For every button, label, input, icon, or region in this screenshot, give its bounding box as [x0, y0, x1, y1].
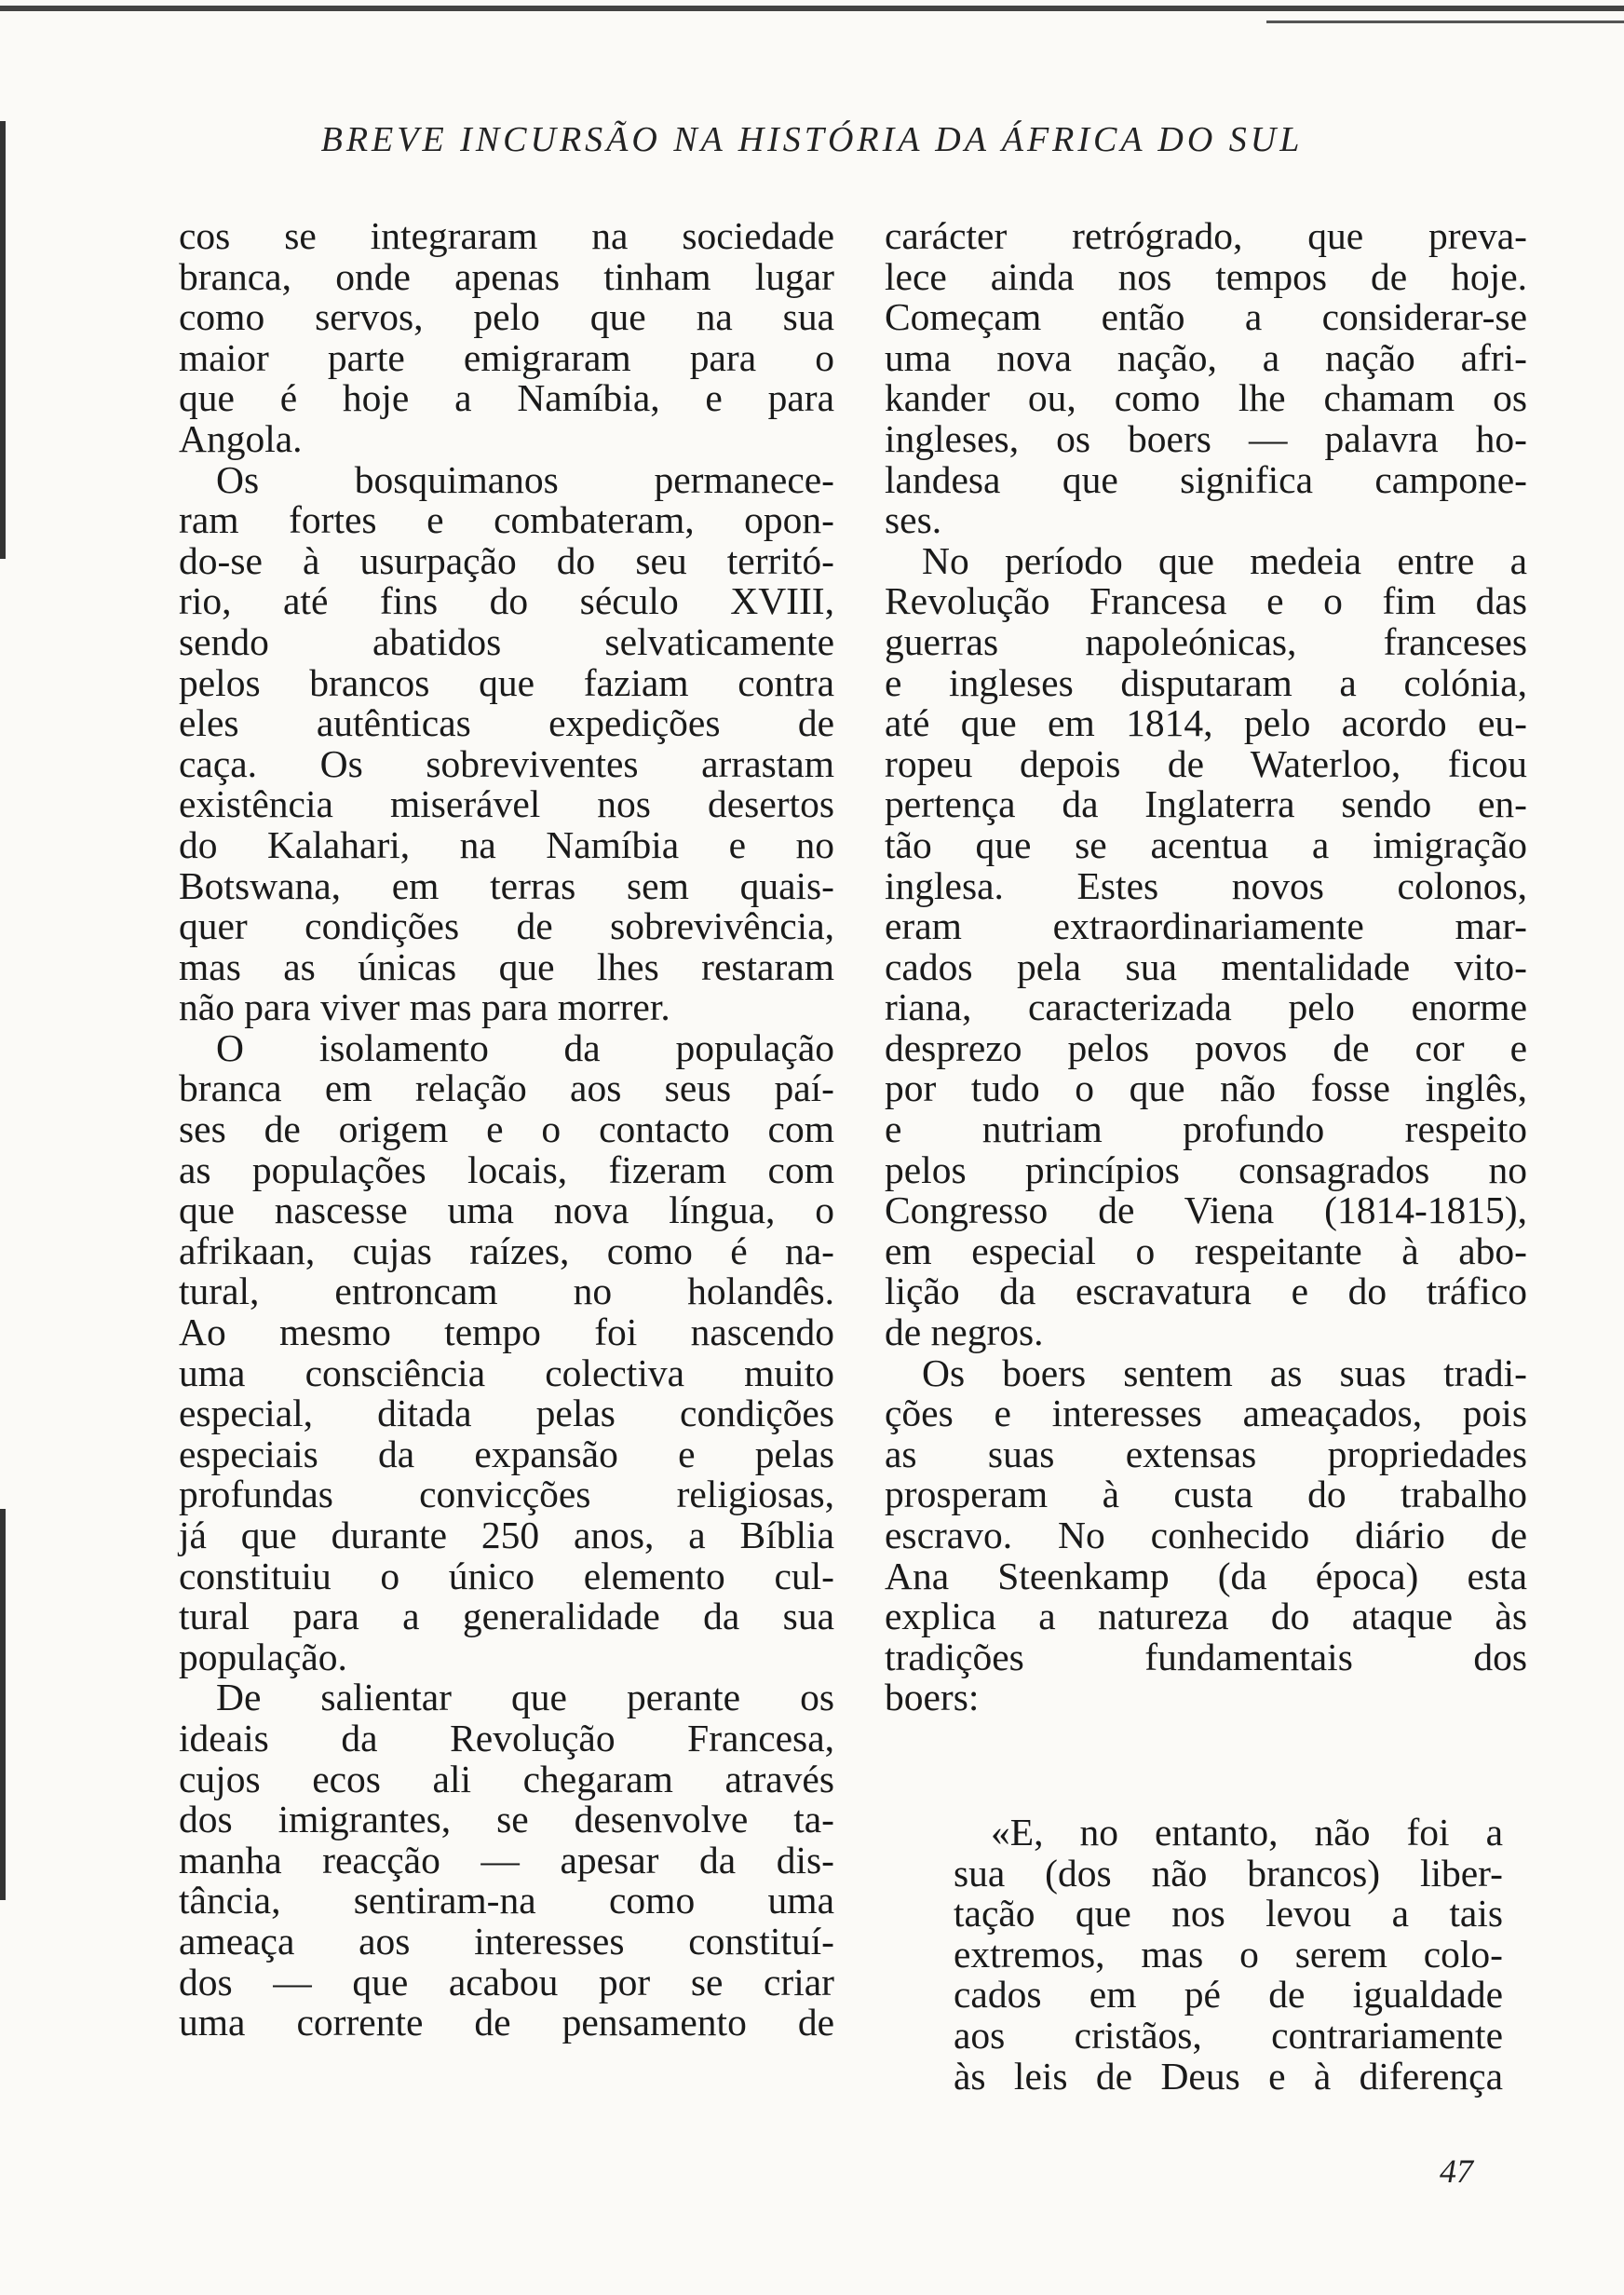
text-line: e ingleses disputaram a colónia,: [885, 660, 1527, 704]
text-line: boers:: [885, 1676, 980, 1719]
text-line: rio, até fins do século XVIII,: [179, 579, 834, 623]
left-margin-shadow: [0, 1509, 6, 1900]
text-line: Botswana, em terras sem quais-: [179, 863, 834, 907]
text-line: Angola.: [179, 416, 303, 460]
text-line: pelos princípios consagrados no: [885, 1148, 1527, 1191]
text-line: O isolamento da população: [216, 1025, 834, 1069]
text-line: ses.: [885, 498, 942, 542]
text-line: eles autênticas expedições de: [179, 701, 834, 745]
text-line: sua (dos não brancos) liber-: [954, 1851, 1503, 1894]
text-line: ameaça aos interesses constituí-: [179, 1919, 834, 1962]
text-line: como servos, pelo que na sua: [179, 295, 834, 339]
text-line: branca em relação aos seus paí-: [179, 1066, 834, 1110]
text-line: cos se integraram na sociedade: [179, 214, 834, 257]
text-line: mas as únicas que lhes restaram: [179, 944, 834, 988]
text-line: que é hoje a Namíbia, e para: [179, 376, 834, 420]
text-line: uma consciência colectiva muito: [179, 1351, 834, 1394]
text-line: extremos, mas o serem colo-: [954, 1932, 1503, 1976]
text-line: ções e interesses ameaçados, pois: [885, 1392, 1527, 1435]
text-line: escravo. No conhecido diário de: [885, 1514, 1527, 1556]
text-line: De salientar que perante os: [216, 1676, 834, 1719]
text-line: explica a natureza do ataque às: [885, 1595, 1527, 1638]
text-line: maior parte emigraram para o: [179, 335, 834, 379]
text-line: «E, no entanto, não foi a: [991, 1811, 1503, 1854]
text-line: cados pela sua mentalidade vito-: [885, 944, 1527, 988]
text-line: constituiu o único elemento cul-: [179, 1554, 834, 1597]
text-line: tão que se acentua a imigração: [885, 822, 1527, 866]
text-line: tação que nos levou a tais: [954, 1892, 1503, 1935]
text-line: Os boers sentem as suas tradi-: [922, 1351, 1527, 1394]
block-quote: [954, 1813, 1503, 2097]
text-line: por tudo o que não fosse inglês,: [885, 1066, 1527, 1110]
text-line: especial, ditada pelas condições: [179, 1392, 834, 1435]
text-line: prosperam à custa do trabalho: [885, 1473, 1527, 1516]
text-line: kander ou, como lhe chamam os: [885, 376, 1527, 420]
text-line: manha reacção — apesar da dis-: [179, 1838, 834, 1881]
text-line: do Kalahari, na Namíbia e no: [179, 822, 834, 866]
text-line: tural, entroncam no holandês.: [179, 1270, 834, 1313]
text-line: No período que medeia entre a: [922, 538, 1527, 582]
text-line: tural para a generalidade da sua: [179, 1595, 834, 1638]
text-line: tância, sentiram-na como uma: [179, 1879, 834, 1922]
text-line: em especial o respeitante à abo-: [885, 1229, 1527, 1272]
text-line: carácter retrógrado, que preva-: [885, 214, 1527, 257]
text-line: dos imigrantes, se desenvolve ta-: [179, 1798, 834, 1841]
text-line: guerras napoleónicas, franceses: [885, 619, 1527, 663]
text-line: especiais da expansão e pelas: [179, 1432, 834, 1475]
text-line: inglesa. Estes novos colonos,: [885, 863, 1527, 907]
text-line: lece ainda nos tempos de hoje.: [885, 254, 1527, 298]
text-line: pertença da Inglaterra sendo en-: [885, 782, 1527, 826]
text-line: ses de origem e o contacto com: [179, 1107, 834, 1151]
text-line: ropeu depois de Waterloo, ficou: [885, 741, 1527, 785]
text-line: às leis de Deus e à diferença: [954, 2054, 1503, 2098]
text-line: desprezo pelos povos de cor e: [885, 1025, 1527, 1069]
left-text-column: [179, 216, 834, 2044]
text-line: cados em pé de igualdade: [954, 1973, 1503, 2017]
text-line: e nutriam profundo respeito: [885, 1107, 1527, 1151]
text-line: lição da escravatura e do tráfico: [885, 1270, 1527, 1313]
text-line: branca, onde apenas tinham lugar: [179, 254, 834, 298]
text-line: até que em 1814, pelo acordo eu-: [885, 701, 1527, 745]
text-line: Ana Steenkamp (da época) esta: [885, 1554, 1527, 1597]
right-text-column: [885, 216, 1527, 1718]
text-line: as populações locais, fizeram com: [179, 1148, 834, 1191]
left-margin-shadow: [0, 121, 6, 559]
text-line: landesa que significa campone-: [885, 457, 1527, 501]
text-line: Os bosquimanos permanece-: [216, 457, 834, 501]
text-line: profundas convicções religiosas,: [179, 1473, 834, 1516]
text-line: já que durante 250 anos, a Bíblia: [179, 1514, 834, 1556]
text-line: Começam então a considerar-se: [885, 295, 1527, 339]
text-line: ideais da Revolução Francesa,: [179, 1716, 834, 1759]
text-line: eram extraordinariamente mar-: [885, 904, 1527, 948]
text-line: uma corrente de pensamento de: [179, 2001, 834, 2044]
top-border-thin-rule: [1266, 20, 1624, 23]
text-line: caça. Os sobreviventes arrastam: [179, 741, 834, 785]
text-line: tradições fundamentais dos: [885, 1635, 1527, 1678]
text-line: de negros.: [885, 1310, 1044, 1354]
running-head: BREVE INCURSÃO NA HISTÓRIA DA ÁFRICA DO SUL: [320, 120, 1304, 159]
text-line: ram fortes e combateram, opon-: [179, 498, 834, 542]
text-line: população.: [179, 1635, 347, 1678]
text-line: do-se à usurpação do seu territó-: [179, 538, 834, 582]
text-line: afrikaan, cujas raízes, como é na-: [179, 1229, 834, 1272]
text-line: as suas extensas propriedades: [885, 1432, 1527, 1475]
text-line: Congresso de Viena (1814-1815),: [885, 1188, 1527, 1232]
text-line: quer condições de sobrevivência,: [179, 904, 834, 948]
text-line: pelos brancos que faziam contra: [179, 660, 834, 704]
text-line: aos cristãos, contrariamente: [954, 2013, 1503, 2057]
text-line: que nascesse uma nova língua, o: [179, 1188, 834, 1232]
text-line: uma nova nação, a nação afri-: [885, 335, 1527, 379]
text-line: cujos ecos ali chegaram através: [179, 1757, 834, 1800]
text-line: riana, caracterizada pelo enorme: [885, 985, 1527, 1029]
text-line: ingleses, os boers — palavra ho-: [885, 416, 1527, 460]
text-line: Revolução Francesa e o fim das: [885, 579, 1527, 623]
text-line: Ao mesmo tempo foi nascendo: [179, 1310, 834, 1354]
text-line: não para viver mas para morrer.: [179, 985, 670, 1029]
text-line: existência miserável nos desertos: [179, 782, 834, 826]
text-line: dos — que acabou por se criar: [179, 1960, 834, 2003]
top-border-rule: [0, 6, 1624, 11]
text-line: sendo abatidos selvaticamente: [179, 619, 834, 663]
page-number: 47: [1440, 2152, 1473, 2190]
